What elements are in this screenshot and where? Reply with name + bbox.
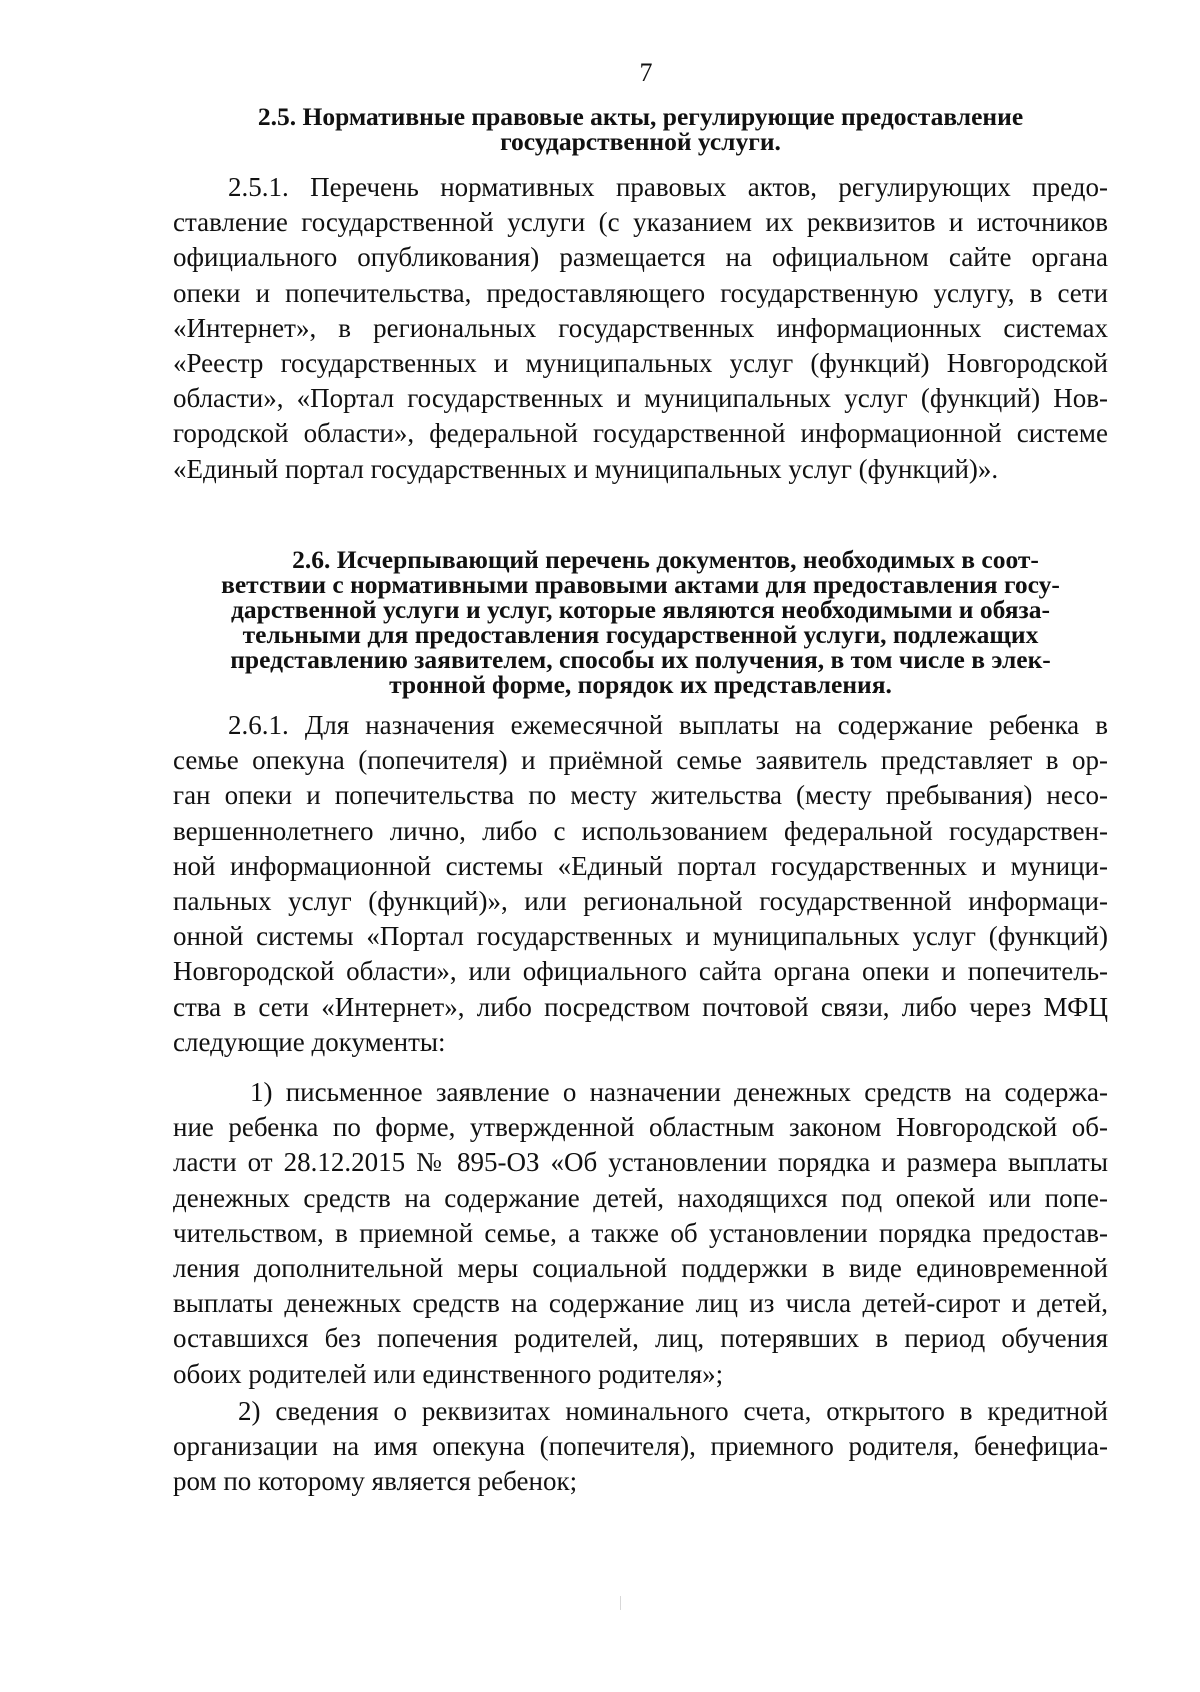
text-line: 2) сведения о реквизитах номинального счета, открытого в кредитной	[238, 1396, 1108, 1426]
text-line: выплаты денежных средств на содержание лиц из числа детей-сирот и детей,	[173, 1288, 1108, 1319]
text-line: «Реестр государственных и муниципальных услуг (функций) Новгородской	[173, 347, 1108, 378]
text-line: пальных услуг (функций)», или региональной государственной информаци-	[173, 885, 1108, 916]
heading-line: тельными для предоставления государственной услуги, подлежащих	[242, 620, 1039, 649]
section-heading-2-6	[173, 547, 1108, 697]
text-line: 2.6.1. Для назначения ежемесячной выплаты на содержание ребенка в	[228, 710, 1108, 740]
text-line: области», «Портал государственных и муниципальных услуг (функций) Нов-	[173, 383, 1108, 414]
heading-line: ветствии с нормативными правовыми актами для предоставления госу-	[221, 570, 1060, 599]
text-line: семье опекуна (попечителя) и приёмной семье заявитель представляет в ор-	[173, 745, 1108, 776]
text-line: 1) письменное заявление о назначении денежных средств на содержа-	[250, 1077, 1108, 1107]
text-line: онной системы «Портал государственных и муниципальных услуг (функций)	[173, 921, 1108, 952]
heading-line: государственной услуги.	[500, 127, 781, 156]
text-line: опеки и попечительства, предоставляющего государственную услугу, в сети	[173, 277, 1108, 308]
text-line: организации на имя опекуна (попечителя), приемного родителя, бенефициа-	[173, 1431, 1108, 1462]
text-line: ром по которому является ребенок;	[173, 1466, 578, 1497]
text-line: официального опубликования) размещается на официальном сайте органа	[173, 242, 1108, 273]
text-line: ставление государственной услуги (с указанием их реквизитов и источников	[173, 207, 1108, 238]
text-line: 2.5.1. Перечень нормативных правовых актов, регулирующих предо-	[228, 172, 1108, 202]
text-line: Новгородской области», или официального сайта органа опеки и попечитель-	[173, 956, 1108, 987]
text-line: ласти от 28.12.2015 № 895-ОЗ «Об установлении порядка и размера выплаты	[173, 1147, 1108, 1178]
page-number: 7	[639, 58, 653, 87]
scan-artifact	[620, 1596, 621, 1610]
text-line: ной информационной системы «Единый портал государственных и муници-	[173, 850, 1108, 881]
text-line: ления дополнительной меры социальной поддержки в виде единовременной	[173, 1252, 1108, 1283]
heading-line: 2.6. Исчерпывающий перечень документов, необходимых в соот-	[292, 545, 1039, 574]
text-line: оставшихся без попечения родителей, лиц, потерявших в период обучения	[173, 1323, 1108, 1354]
heading-line: 2.5. Нормативные правовые акты, регулирующие предоставление	[257, 102, 1024, 131]
paragraph-2-5-1	[173, 170, 1108, 487]
text-line: денежных средств на содержание детей, находящихся под опекой или попе-	[173, 1182, 1108, 1213]
text-line: «Единый портал государственных и муниципальных услуг (функций)».	[173, 453, 999, 484]
text-line: обоих родителей или единственного родителя»;	[173, 1358, 724, 1389]
heading-line: представлению заявителем, способы их получения, в том числе в элек-	[230, 645, 1051, 674]
heading-line: дарственной услуги и услуг, которые являются необходимыми и обяза-	[231, 595, 1050, 624]
text-line: ства в сети «Интернет», либо посредством почтовой связи, либо через МФЦ	[173, 991, 1108, 1022]
text-line: городской области», федеральной государственной информационной системе	[173, 418, 1108, 449]
heading-line: тронной форме, порядок их представления.	[389, 670, 892, 699]
text-line: ган опеки и попечительства по месту жительства (месту пребывания) несо-	[173, 780, 1108, 811]
list-item-2	[173, 1394, 1108, 1500]
text-line: «Интернет», в региональных государственных информационных системах	[173, 312, 1108, 343]
list-item-1	[173, 1075, 1108, 1392]
paragraph-2-6-1	[173, 708, 1108, 1060]
text-line: чительством, в приемной семье, а также об установлении порядка предостав-	[173, 1217, 1108, 1248]
text-line: следующие документы:	[173, 1026, 446, 1057]
section-heading-2-5	[173, 104, 1108, 154]
text-line: вершеннолетнего лично, либо с использованием федеральной государствен-	[173, 815, 1108, 846]
text-line: ние ребенка по форме, утвержденной областным законом Новгородской об-	[173, 1112, 1108, 1143]
